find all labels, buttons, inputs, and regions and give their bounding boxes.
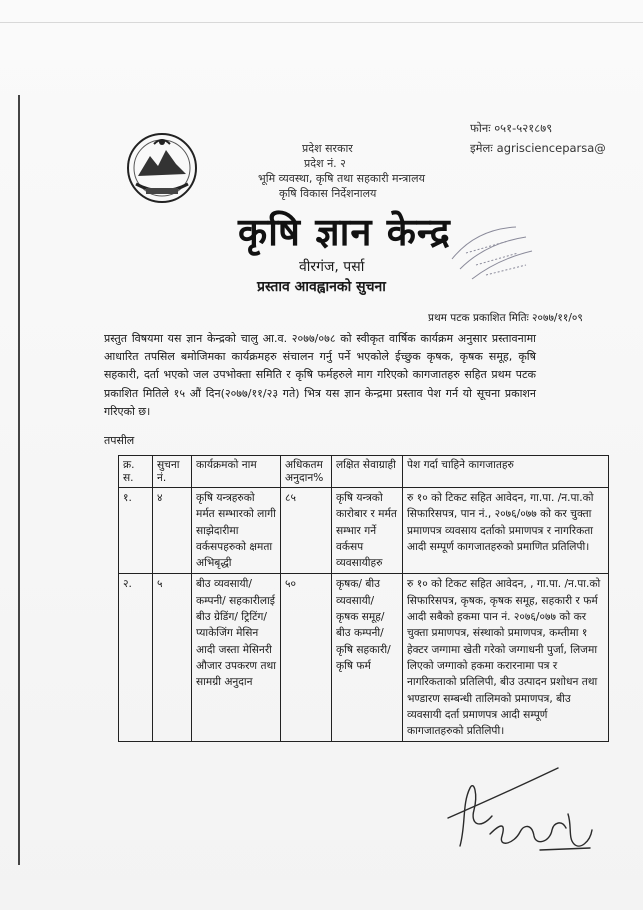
cell-program-name: कृषि यन्त्रहरुको मर्मत सम्भारको लागी साझेदारीमा वर्कसपहरुको क्षमता अभिबृद्धी (192, 488, 281, 574)
table-row (119, 488, 609, 574)
page-fold-line (0, 22, 643, 23)
cell-notice-no: ४ (153, 488, 192, 574)
cell-target-beneficiaries: कृषक/ बीउ व्यवसायी/ कृषक समूह/ बीउ कम्पनी/ कृषि सहकारी/ कृषि फर्म (332, 574, 403, 742)
cell-max-grant: ५० (281, 574, 332, 742)
handwritten-signature (440, 764, 620, 856)
programs-table (118, 455, 609, 742)
gov-line-province-number: प्रदेश नं. २ (304, 157, 346, 170)
cell-required-documents: रु १० को टिकट सहित आवेदन, , गा.पा. /न.पा.को सिफारिसपत्र, कृषक, कृषक समूह, सहकारी र फर्म आदी सबैको हकमा पान नं. २०७६/०७७ को कर चुक्ता प्रमाणपत्र, संस्थाको प्रमाणपत्र, कम्तीमा १ हेक्टर जग्गामा खेती गरेको जग्गाधनी पुर्जा, लिजमा लिएको जग्गाको हकमा करारनामा पत्र र नागरिकताको प्रतिलिपी, बीउ उत्पादन प्रशोधन तथा भण्डारण सम्बन्धी तालिमको प्रमाणपत्र, बीउ व्यवसायी दर्ता प्रमाणपत्र आदी सम्पूर्ण कागजातहरुको प्रतिलिपी। (403, 574, 609, 742)
header-required-documents: पेश गर्दा चाहिने कागजातहरु (403, 456, 609, 488)
cell-max-grant: ८५ (281, 488, 332, 574)
notice-title: प्रस्ताव आवह्वानको सुचना (257, 279, 386, 295)
nepal-emblem-icon (124, 128, 200, 208)
table-header-row (119, 456, 609, 488)
header-serial-no: क्र. स. (119, 456, 153, 488)
gov-line-directorate: कृषि विकास निर्देशनालय (279, 187, 377, 200)
header-program-name: कार्यक्रमको नाम (192, 456, 281, 488)
margin-rule (18, 95, 20, 865)
table-row (119, 574, 609, 742)
cell-program-name: बीउ व्यवसायी/ कम्पनी/ सहकारीलाई बीउ ग्रेडिंग/ ट्रिटिंग/ प्याकेजिंग मेसिन आदी जस्ता मेसिनरी औजार उपकरण तथा सामग्री अनुदान (192, 574, 281, 742)
cell-serial-no: २. (119, 574, 153, 742)
header-max-grant: अधिकतम अनुदान% (281, 456, 332, 488)
header-notice-no: सुचना नं. (153, 456, 192, 488)
cell-required-documents: रु १० को टिकट सहित आवेदन, गा.पा. /न.पा.को सिफारिसपत्र, पान नं., २०७६/०७७ को कर चुक्ता प्रमाणपत्र व्यवसाय दर्ताको प्रमाणपत्र र नागरिकता आदी सम्पूर्ण कागजातहरुको प्रमाणित प्रतिलिपी। (403, 488, 609, 574)
email-line (470, 141, 606, 156)
phone-number: फोनः ०५१-५२१८७९ (470, 121, 553, 135)
gov-line-ministry: भूमि व्यवस्था, कृषि तथा सहकारी मन्त्रालय (258, 172, 425, 185)
notice-body-text: प्रस्तुत विषयमा यस ज्ञान केन्द्रको चालु आ.व. २०७७/०७८ को स्वीकृत वार्षिक कार्यक्रम अनुसार प्रस्तावनामा आधारित तपसिल बमोजिमका कार्यक्रमहरु संचालन गर्नु पर्ने भएकोले ईच्छुक कृषक, कृषक समूह, कृषि सहकारी, दर्ता भएको जल उपभोक्ता समिति र कृषि फर्महरुले माग गरिएको कागजातहरु सहित प्रथम पटक प्रकाशित मितिले १५ औं दिन(२०७७/११/२३ गते) भित्र यस ज्ञान केन्द्रमा प्रस्ताव पेश गर्न यो सूचना प्रकाशन गरिएको छ। (104, 332, 536, 418)
org-title: कृषि ज्ञान केन्द्र (238, 209, 451, 254)
cell-notice-no: ५ (153, 574, 192, 742)
publication-date: प्रथम पटक प्रकाशित मितिः २०७७/११/०९ (428, 312, 583, 324)
email-label: इमेलः (470, 141, 493, 155)
details-label: तपसील (104, 434, 135, 447)
gov-line-province-government: प्रदेश सरकार (302, 142, 353, 155)
email-value: agriscienceparsa@ (496, 141, 606, 155)
cell-serial-no: १. (119, 488, 153, 574)
cell-target-beneficiaries: कृषि यन्त्रको कारोबार र मर्मत सम्भार गर्ने वर्कसप व्यवसायीहरु (332, 488, 403, 574)
header-target-beneficiaries: लक्षित सेवाग्राही (332, 456, 403, 488)
office-stamp-icon (446, 219, 538, 285)
org-city: वीरगंज, पर्सा (299, 259, 365, 275)
